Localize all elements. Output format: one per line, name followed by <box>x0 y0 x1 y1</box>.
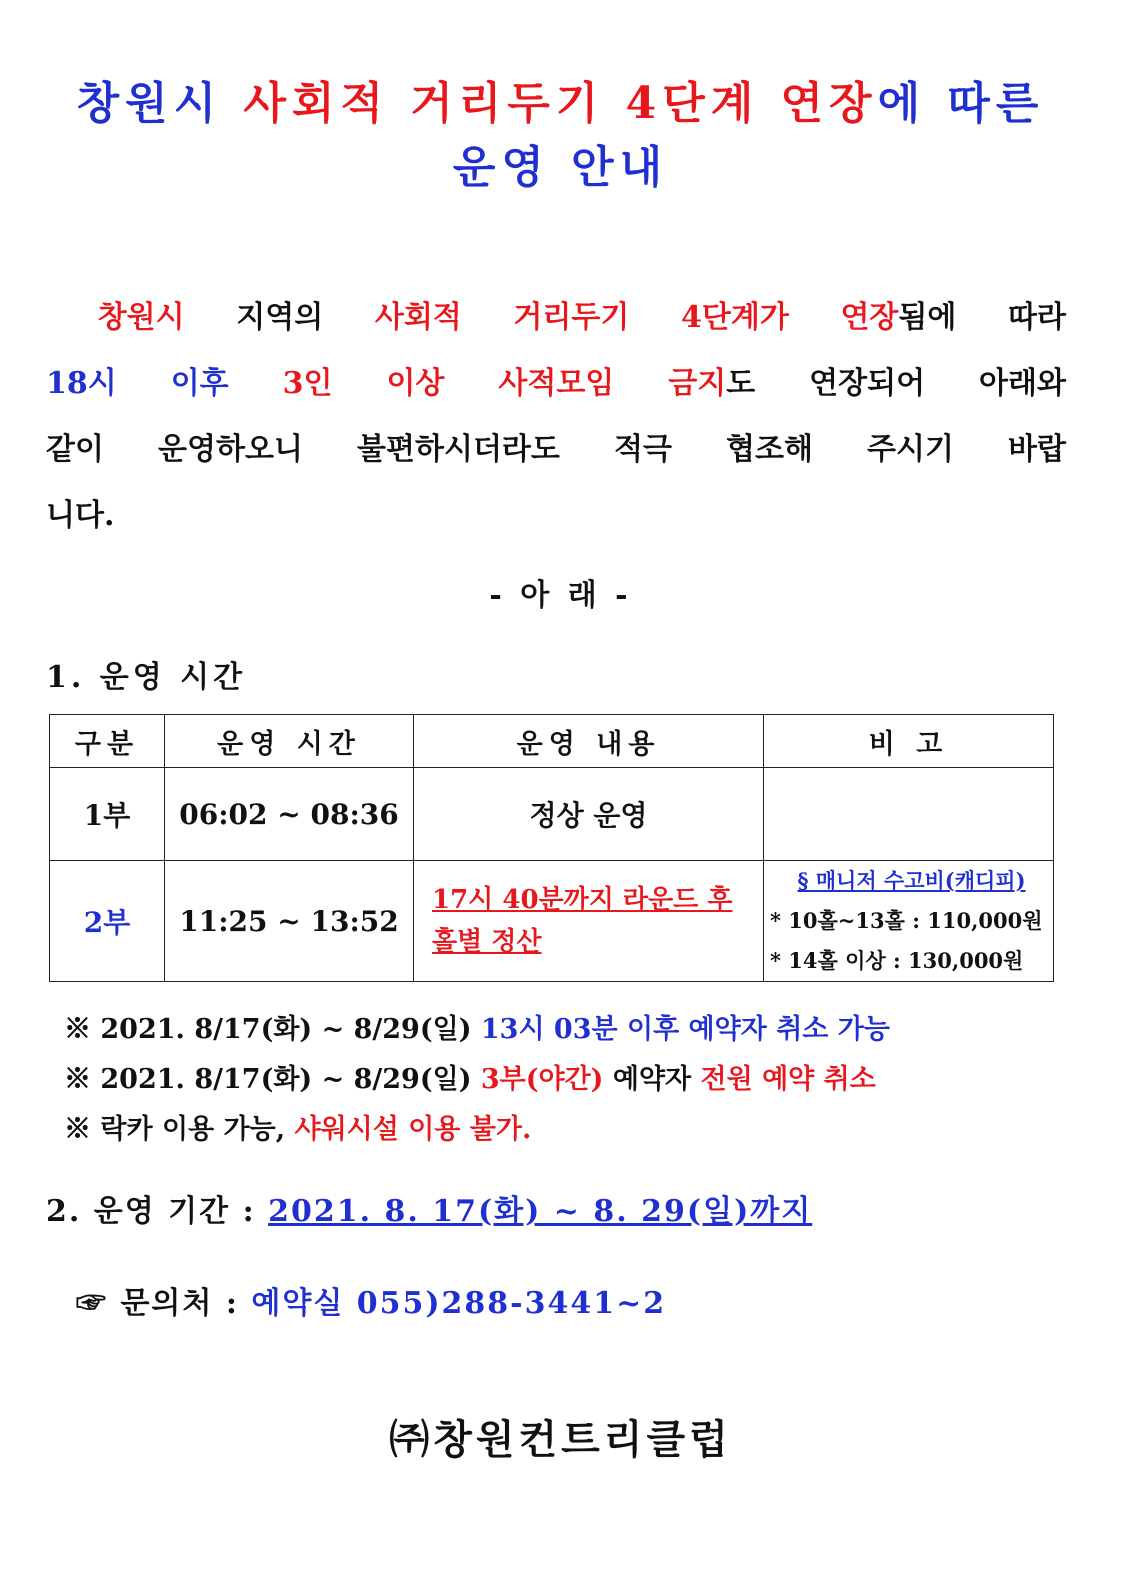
contact-phone: 예약실 055)288-3441~2 <box>251 1286 667 1321</box>
row2-note-line-1: * 10홀~13홀 : 110,000원 <box>770 908 1043 933</box>
header-content: 운영 내용 <box>414 715 764 768</box>
notice-1 <box>64 1005 890 1055</box>
intro-highlight-1: 사회적 거리두기 4단계가 연장 <box>374 300 899 335</box>
notice-1-date: ※ 2021. 8/17(화) ~ 8/29(일) <box>64 1014 481 1045</box>
section-1-title: 1. 운영 시간 <box>46 660 247 695</box>
table-row <box>50 861 1054 982</box>
notice-1-highlight: 13시 03분 이후 예약자 취소 가능 <box>480 1014 890 1045</box>
notice-3-text: ※ 락카 이용 가능, <box>64 1114 295 1145</box>
notice-2-highlight-2: 전원 예약 취소 <box>700 1064 876 1095</box>
header-note: 비 고 <box>764 715 1054 768</box>
intro-text-2: 됨에 따라 <box>898 300 1066 335</box>
row1-part: 1부 <box>50 768 165 861</box>
intro-text-3: 도 연장되어 아래와 <box>726 366 1066 401</box>
notice-2-highlight-1: 3부(야간) <box>480 1064 604 1095</box>
title-highlight: 사회적 거리두기 4단계 연장 <box>243 78 878 129</box>
intro-paragraph <box>46 285 1066 549</box>
club-name: ㈜창원컨트리클럽 <box>389 1416 732 1463</box>
row1-content: 정상 운영 <box>414 768 764 861</box>
intro-text-1: 지역의 <box>184 300 375 335</box>
intro-line-4: 니다. <box>46 498 115 533</box>
header-time: 운영 시간 <box>165 715 414 768</box>
row1-time: 06:02 ~ 08:36 <box>165 768 414 861</box>
notice-2 <box>64 1055 890 1105</box>
intro-line-3: 같이 운영하오니 불편하시더라도 적극 협조해 주시기 바랍 <box>46 432 1066 467</box>
title-tail: 에 따른 <box>877 78 1045 129</box>
table-header-row <box>50 715 1054 768</box>
operation-table <box>49 714 1054 982</box>
intro-line-2 <box>46 351 1066 417</box>
below-marker: - 아 래 - <box>489 578 632 613</box>
intro-highlight-2: 18시 이후 <box>46 366 283 401</box>
notice-2-date: ※ 2021. 8/17(화) ~ 8/29(일) <box>64 1064 481 1095</box>
title-line-2: 운영 안내 <box>452 142 669 193</box>
period-value: 2021. 8. 17(화) ~ 8. 29(일)까지 <box>268 1194 813 1229</box>
table-row <box>50 768 1054 861</box>
row1-note <box>764 768 1054 861</box>
document-title <box>0 72 1121 200</box>
row2-time: 11:25 ~ 13:52 <box>165 861 414 982</box>
row2-note-head: § 매니저 수고비(캐디피) <box>797 868 1026 893</box>
intro-city: 창원시 <box>97 300 185 335</box>
title-line-1 <box>0 72 1121 136</box>
notice-3 <box>64 1105 890 1155</box>
row2-content-line-2: 홀별 정산 <box>432 927 542 957</box>
intro-line-1 <box>46 285 1066 351</box>
row2-content <box>414 861 764 982</box>
notice-3-highlight: 샤워시설 이용 불가. <box>294 1114 532 1145</box>
period-label: 2. 운영 기간 : <box>46 1194 269 1229</box>
notice-2-text: 예약자 <box>603 1064 701 1095</box>
section-2-period <box>46 1186 812 1230</box>
contact-info <box>76 1278 666 1322</box>
row2-note-line-2: * 14홀 이상 : 130,000원 <box>770 948 1024 973</box>
row2-content-line-1: 17시 40분까지 라운드 후 <box>432 885 733 915</box>
header-part: 구분 <box>50 715 165 768</box>
row2-note <box>764 861 1054 982</box>
title-city: 창원시 <box>76 78 223 129</box>
row2-part: 2부 <box>50 861 165 982</box>
contact-label: ☞ 문의처 : <box>76 1286 252 1321</box>
intro-highlight-3: 3인 이상 사적모임 금지 <box>282 366 727 401</box>
notice-list <box>64 1005 890 1155</box>
